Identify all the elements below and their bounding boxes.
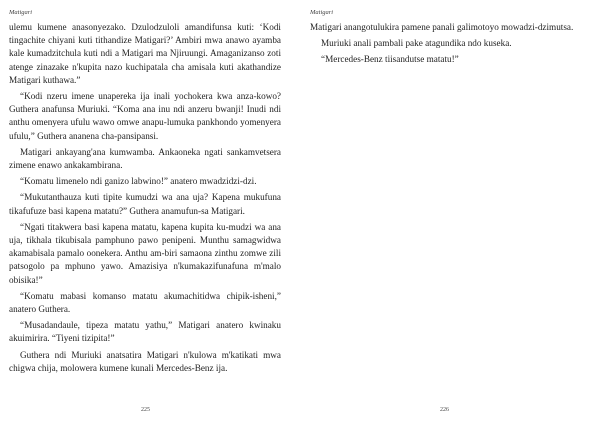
paragraph: “Ngati titakwera basi kapena matatu, kapena kupita ku-mudzi wa ana uja, tikhala tikubisala pamphuno pawo penipeni. Munthu samagwidwa akamabisala pamalo oonekera. Anthu am-biri samaona zinthu zomwe zili patsogolo pa mphuno yawo. Amazisiya n'kumakazifunafuna m'malo obisika!” — [9, 221, 281, 285]
paragraph: “Komatu limenelo ndi ganizo labwino!” anatero mwadzidzi-dzi. — [20, 176, 257, 187]
running-head-left: Matigari — [9, 9, 33, 16]
paragraph: ulemu kumene anasonyezako. Dzulodzuloli amandifunsa kuti: ‘Kodi tingachite chiyani kuti tithandize Matigari?’ Ambiri mwa anawo ayamba kale kumadzitchula kuti ndi a Matigari ma Njiruungi. Amaganizanso zoti atenge zinazake n'kupita nazo kuchipatala cha amisala kuti akathandize Matigari kuthawa.” — [9, 22, 281, 85]
left-page-text — [9, 21, 281, 378]
paragraph: Muriuki anali pambali pake atagundika ndo kuseka. — [321, 38, 512, 49]
page-number-right: 226 — [440, 407, 449, 413]
right-page — [300, 0, 600, 424]
paragraph: “Mercedes-Benz tiisandutse matatu!” — [321, 54, 459, 65]
paragraph: “Mukutanthauza kuti tipite kumudzi wa ana uja? Kapena mukufuna tikafufuze basi kapena matatu?” Guthera anamufun-sa Matigari. — [9, 192, 281, 216]
right-page-text — [310, 21, 582, 70]
page-number-left: 225 — [141, 407, 150, 413]
running-head-right: Matigari — [310, 9, 334, 16]
paragraph: Matigari ankayang'ana kumwamba. Ankaoneka ngati sankamvetsera zimene enawo ankakambirana. — [9, 146, 281, 171]
paragraph: “Musadandaule, tipeza matatu yathu,” Matigari anatero kwinaku akuimirira. “Tiyeni tizipita!” — [9, 320, 281, 344]
paragraph: Matigari anangotulukira pamene panali galimotoyo mowadzi-dzimutsa. — [310, 22, 574, 32]
paragraph: “Kodi nzeru imene unapereka ija inali yochokera kwa anza-kowo? Guthera anafunsa Muriuki. “Koma ana inu ndi anzeru bwanji! Inudi ndi anthu omenyera ufulu wawo omwe anapu-lumuka pankhondo yomenyera ufulu,” Guthera ananena cha-pansipansi. — [9, 91, 281, 141]
paragraph: Guthera ndi Muriuki anatsatira Matigari n'kulowa m'katikati mwa chigwa chija, molowera kumene kunali Mercedes-Benz ija. — [9, 349, 281, 373]
paragraph: “Komatu mabasi komanso matatu akumachitidwa chipik-isheni,” anatero Guthera. — [9, 290, 281, 315]
